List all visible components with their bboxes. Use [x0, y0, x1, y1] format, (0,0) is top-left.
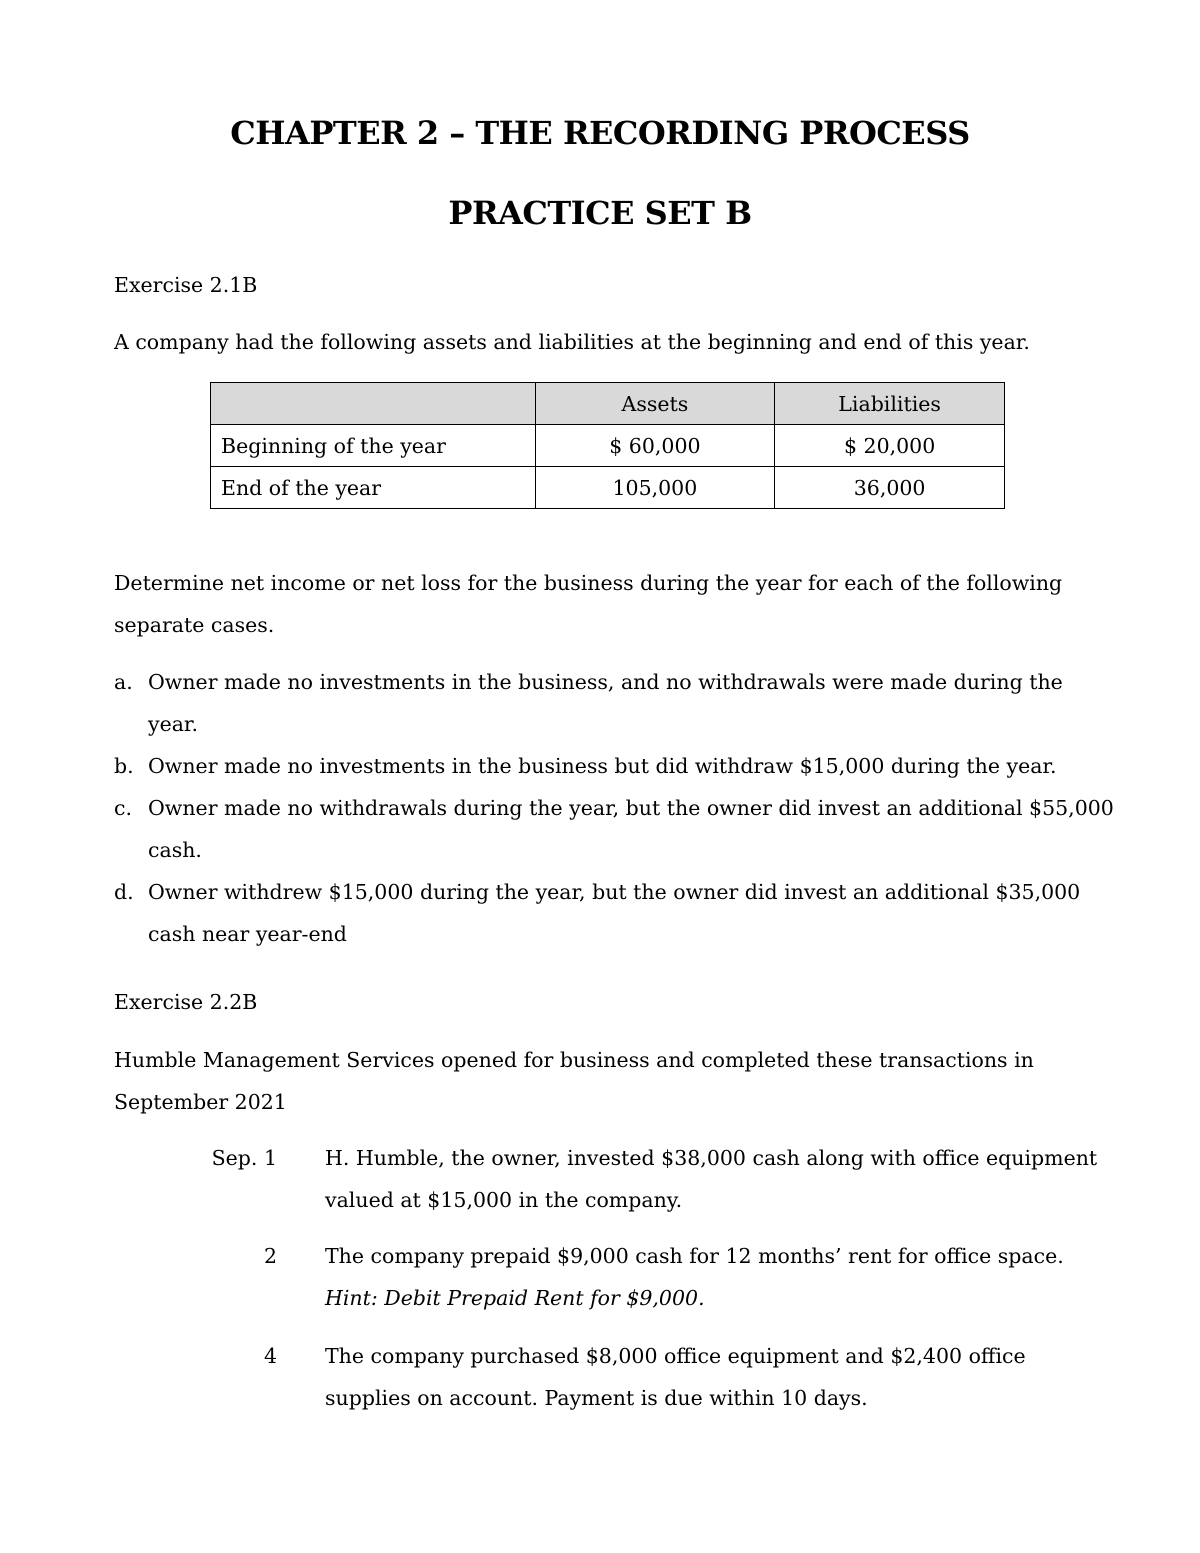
- transaction-description: The company purchased $8,000 office equipment and $2,400 office supplies on account. Payment is due within 10 days.: [325, 1344, 1026, 1410]
- list-marker: a.: [114, 670, 133, 694]
- list-item: [114, 871, 1114, 955]
- list-item-text: Owner made no investments in the business but did withdraw $15,000 during the year.: [148, 754, 1057, 778]
- table-row: [211, 467, 1005, 509]
- list-item: [114, 661, 1114, 745]
- exercise-heading: Exercise 2.1B: [114, 273, 258, 297]
- exercise-intro: A company had the following assets and liabilities at the beginning and end of this year.: [114, 330, 1030, 354]
- table-header-cell: Assets: [535, 383, 775, 425]
- transaction-date: 4: [263, 1344, 277, 1368]
- row-label: Beginning of the year: [211, 425, 536, 467]
- list-item-text: Owner made no withdrawals during the year, but the owner did invest an additional $55,000 cash.: [148, 796, 1114, 862]
- table-header-cell: [211, 383, 536, 425]
- liabilities-value: $ 20,000: [775, 425, 1005, 467]
- liabilities-value: 36,000: [775, 467, 1005, 509]
- exercise-intro: Humble Management Services opened for business and completed these transactions in September 2021: [114, 1048, 1034, 1114]
- transaction-date: Sep. 1: [211, 1146, 277, 1170]
- table-row: [211, 425, 1005, 467]
- list-item-text: Owner withdrew $15,000 during the year, but the owner did invest an additional $35,000 cash near year-end: [148, 880, 1081, 946]
- transaction-text: The company prepaid $9,000 cash for 12 months’ rent for office space.: [325, 1244, 1064, 1268]
- list-item-text: Owner made no investments in the business, and no withdrawals were made during the year.: [148, 670, 1063, 736]
- row-label: End of the year: [211, 467, 536, 509]
- case-list: [114, 661, 1114, 955]
- assets-value: $ 60,000: [535, 425, 775, 467]
- list-marker: d.: [114, 880, 134, 904]
- exercise-heading: Exercise 2.2B: [114, 990, 258, 1014]
- list-item: [114, 745, 1114, 787]
- transaction-description: H. Humble, the owner, invested $38,000 cash along with office equipment valued at $15,000 in the company.: [325, 1146, 1098, 1212]
- assets-value: 105,000: [535, 467, 775, 509]
- page-subtitle: PRACTICE SET B: [448, 194, 752, 232]
- transaction-date: 2: [263, 1244, 277, 1268]
- table-header-row: [211, 383, 1005, 425]
- list-marker: b.: [114, 754, 134, 778]
- page-title: CHAPTER 2 – THE RECORDING PROCESS: [230, 114, 970, 152]
- assets-liabilities-table: [210, 382, 1005, 509]
- list-item: [114, 787, 1114, 871]
- table-header-cell: Liabilities: [775, 383, 1005, 425]
- exercise-instructions: Determine net income or net loss for the business during the year for each of the following separate cases.: [114, 571, 1063, 637]
- transaction-hint: Hint: Debit Prepaid Rent for $9,000.: [325, 1286, 705, 1310]
- transaction-description: [325, 1235, 1100, 1319]
- list-marker: c.: [114, 796, 132, 820]
